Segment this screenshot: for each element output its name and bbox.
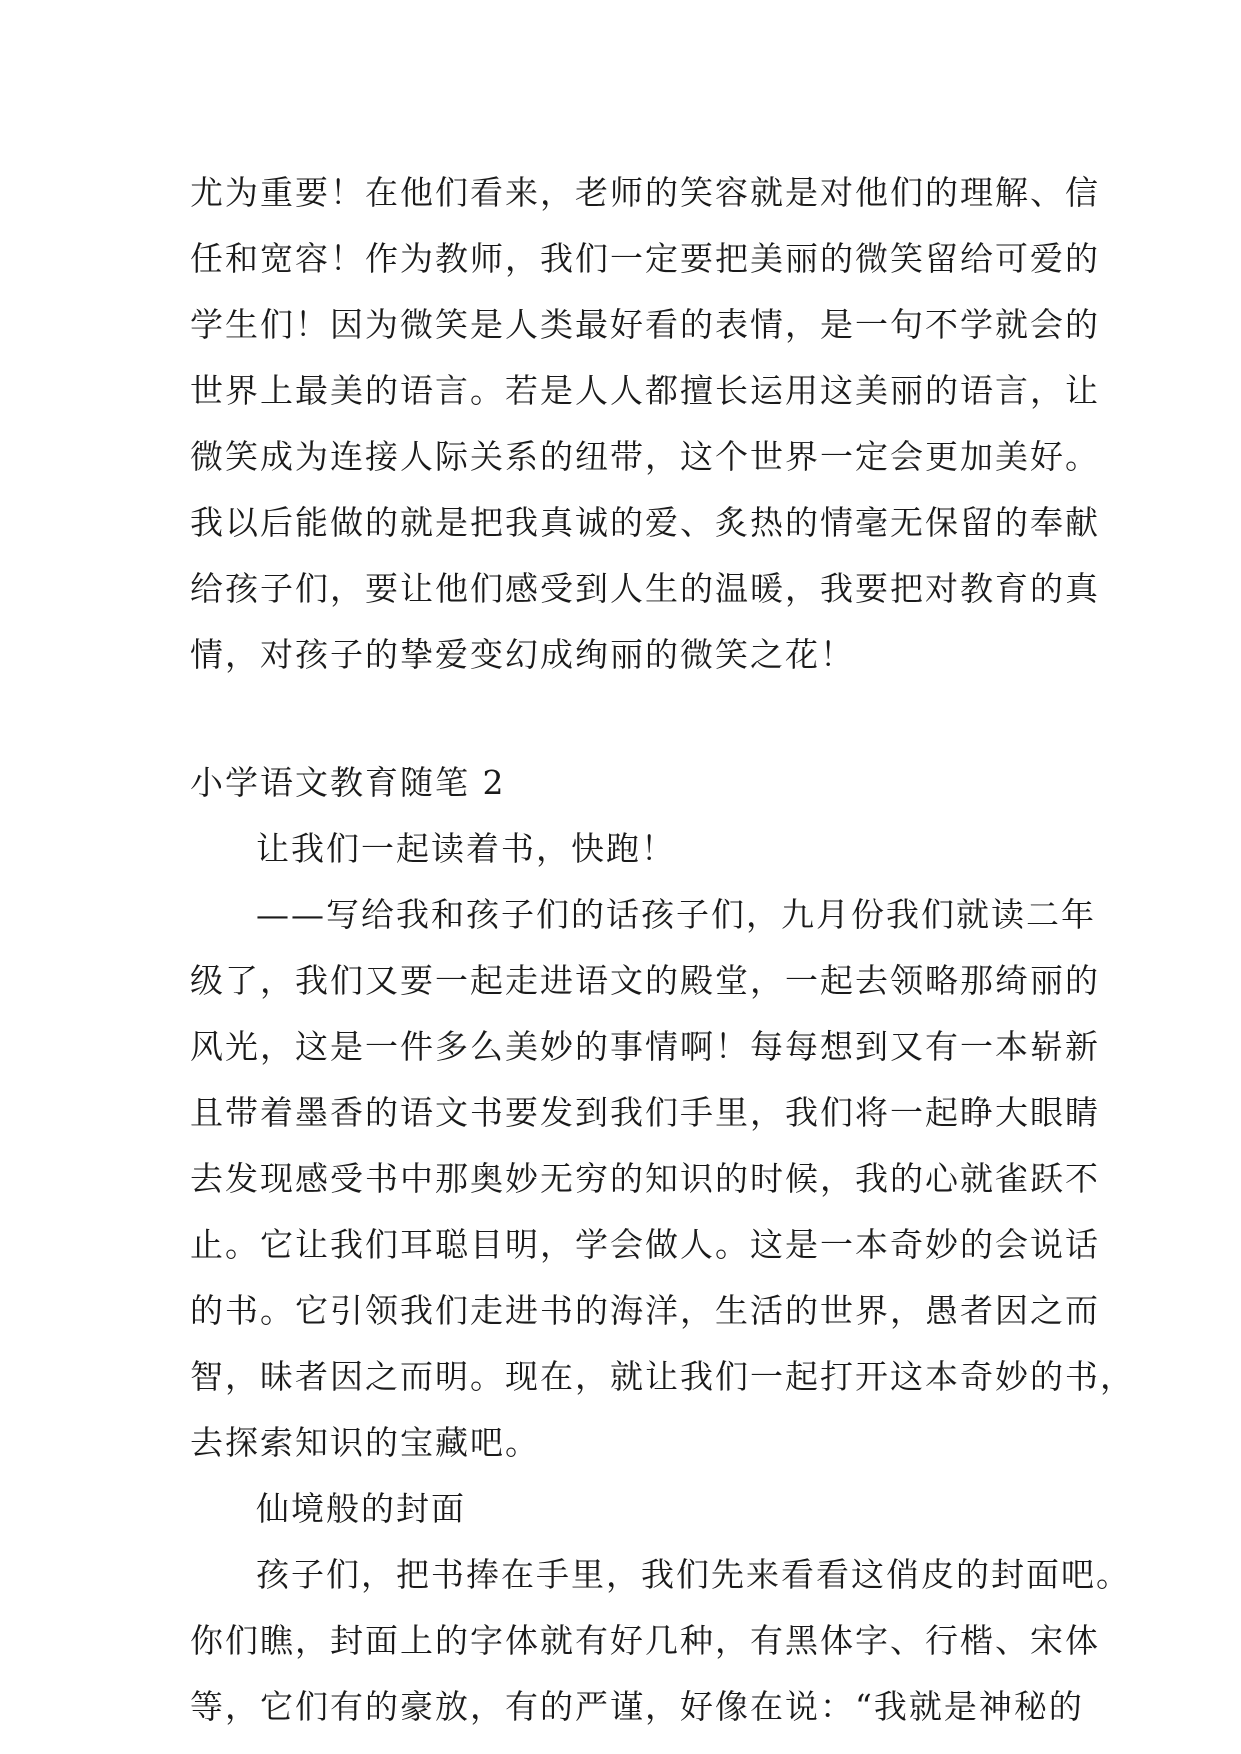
text-line: 学生们！因为微笑是人类最好看的表情，是一句不学就会的 — [190, 305, 1100, 344]
text-line: 且带着墨香的语文书要发到我们手里，我们将一起睁大眼睛 — [190, 1093, 1100, 1132]
text-line: 尤为重要！在他们看来，老师的笑容就是对他们的理解、信 — [190, 173, 1100, 212]
text-line: 风光，这是一件多么美妙的事情啊！每每想到又有一本崭新 — [190, 1027, 1100, 1066]
text-line: ——写给我和孩子们的话孩子们，九月份我们就读二年 — [256, 895, 1096, 934]
text-line: 任和宽容！作为教师，我们一定要把美丽的微笑留给可爱的 — [190, 239, 1100, 278]
text-line: 止。它让我们耳聪目明，学会做人。这是一本奇妙的会说话 — [190, 1225, 1100, 1264]
text-line: 给孩子们，要让他们感受到人生的温暖，我要把对教育的真 — [190, 569, 1100, 608]
text-line: 情，对孩子的挚爱变幻成绚丽的微笑之花！ — [190, 635, 855, 674]
text-line: 智，昧者因之而明。现在，就让我们一起打开这本奇妙的书， — [190, 1357, 1135, 1396]
section-title: 小学语文教育随笔 2 — [190, 763, 506, 802]
text-line: 等，它们有的豪放，有的严谨，好像在说：“我就是神秘的 — [190, 1687, 1084, 1726]
text-line: 世界上最美的语言。若是人人都擅长运用这美丽的语言，让 — [190, 371, 1100, 410]
paragraph-closing — [190, 160, 1100, 688]
section-subtitle: 让我们一起读着书，快跑！ — [256, 829, 676, 868]
paragraph-cover — [190, 1542, 1131, 1740]
text-line: 的书。它引领我们走进书的海洋，生活的世界，愚者因之而 — [190, 1291, 1100, 1330]
text-line: 去探索知识的宝藏吧。 — [190, 1423, 540, 1462]
text-line: 级了，我们又要一起走进语文的殿堂，一起去领略那绮丽的 — [190, 961, 1100, 1000]
text-line: 去发现感受书中那奥妙无穷的知识的时候，我的心就雀跃不 — [190, 1159, 1100, 1198]
document-body — [190, 160, 1135, 1740]
subheading: 仙境般的封面 — [256, 1489, 466, 1528]
text-line: 微笑成为连接人际关系的纽带，这个世界一定会更加美好。 — [190, 437, 1100, 476]
paragraph-intro — [190, 882, 1135, 1476]
text-line: 我以后能做的就是把我真诚的爱、炙热的情毫无保留的奉献 — [190, 503, 1100, 542]
section-spacer — [190, 688, 1060, 750]
text-line: 你们瞧，封面上的字体就有好几种，有黑体字、行楷、宋体 — [190, 1621, 1100, 1660]
text-line: 孩子们，把书捧在手里，我们先来看看这俏皮的封面吧。 — [256, 1555, 1131, 1594]
